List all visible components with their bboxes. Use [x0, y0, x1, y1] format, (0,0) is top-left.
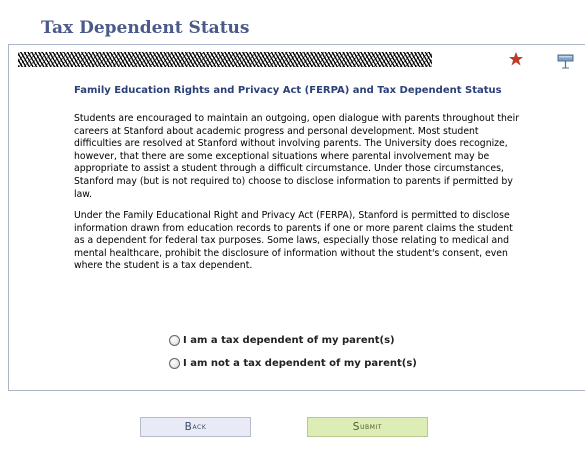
back-label-rest: ack	[192, 422, 207, 432]
star-icon[interactable]	[508, 51, 524, 67]
submit-button[interactable]	[307, 417, 428, 437]
flag-icon[interactable]	[557, 53, 575, 69]
redacted-banner	[18, 52, 432, 67]
page-title: Tax Dependent Status	[41, 18, 250, 38]
submit-label-rest: ubmit	[360, 422, 383, 432]
option-label: I am not a tax dependent of my parent(s)	[183, 357, 417, 369]
ferpa-paragraph-1: Students are encouraged to maintain an outgoing, open dialogue with parents throughout their careers at Stanford about academic progress and personal development. Most student difficulties are resolved at Stanford without involving parents. The University does recognize, however, that there are some exceptional situations where parental involvement may be appropriate to assist a student through a difficult circumstance. Under those circumstances, Stanford may (but is not required to) choose to disclose information to parents if permitted by law.	[74, 113, 520, 200]
option-tax-dependent[interactable]	[169, 333, 395, 347]
radio-button[interactable]	[169, 358, 180, 369]
ferpa-paragraph-2: Under the Family Educational Right and Privacy Act (FERPA), Stanford is permitted to disclose information drawn from education records to parents if one or more parent claims the student as a dependent for federal tax purposes. Some laws, especially those relating to medical and mental healthcare, prohibit the disclosure of information without the student's consent, even where the student is a tax dependent.	[74, 210, 513, 272]
section-heading: Family Education Rights and Privacy Act (FERPA) and Tax Dependent Status	[74, 85, 502, 96]
submit-label-initial: S	[352, 421, 361, 433]
back-label-initial: B	[184, 421, 193, 433]
option-not-tax-dependent[interactable]	[169, 356, 417, 370]
back-button[interactable]	[140, 417, 251, 437]
option-label: I am a tax dependent of my parent(s)	[183, 334, 395, 346]
radio-button[interactable]	[169, 335, 180, 346]
